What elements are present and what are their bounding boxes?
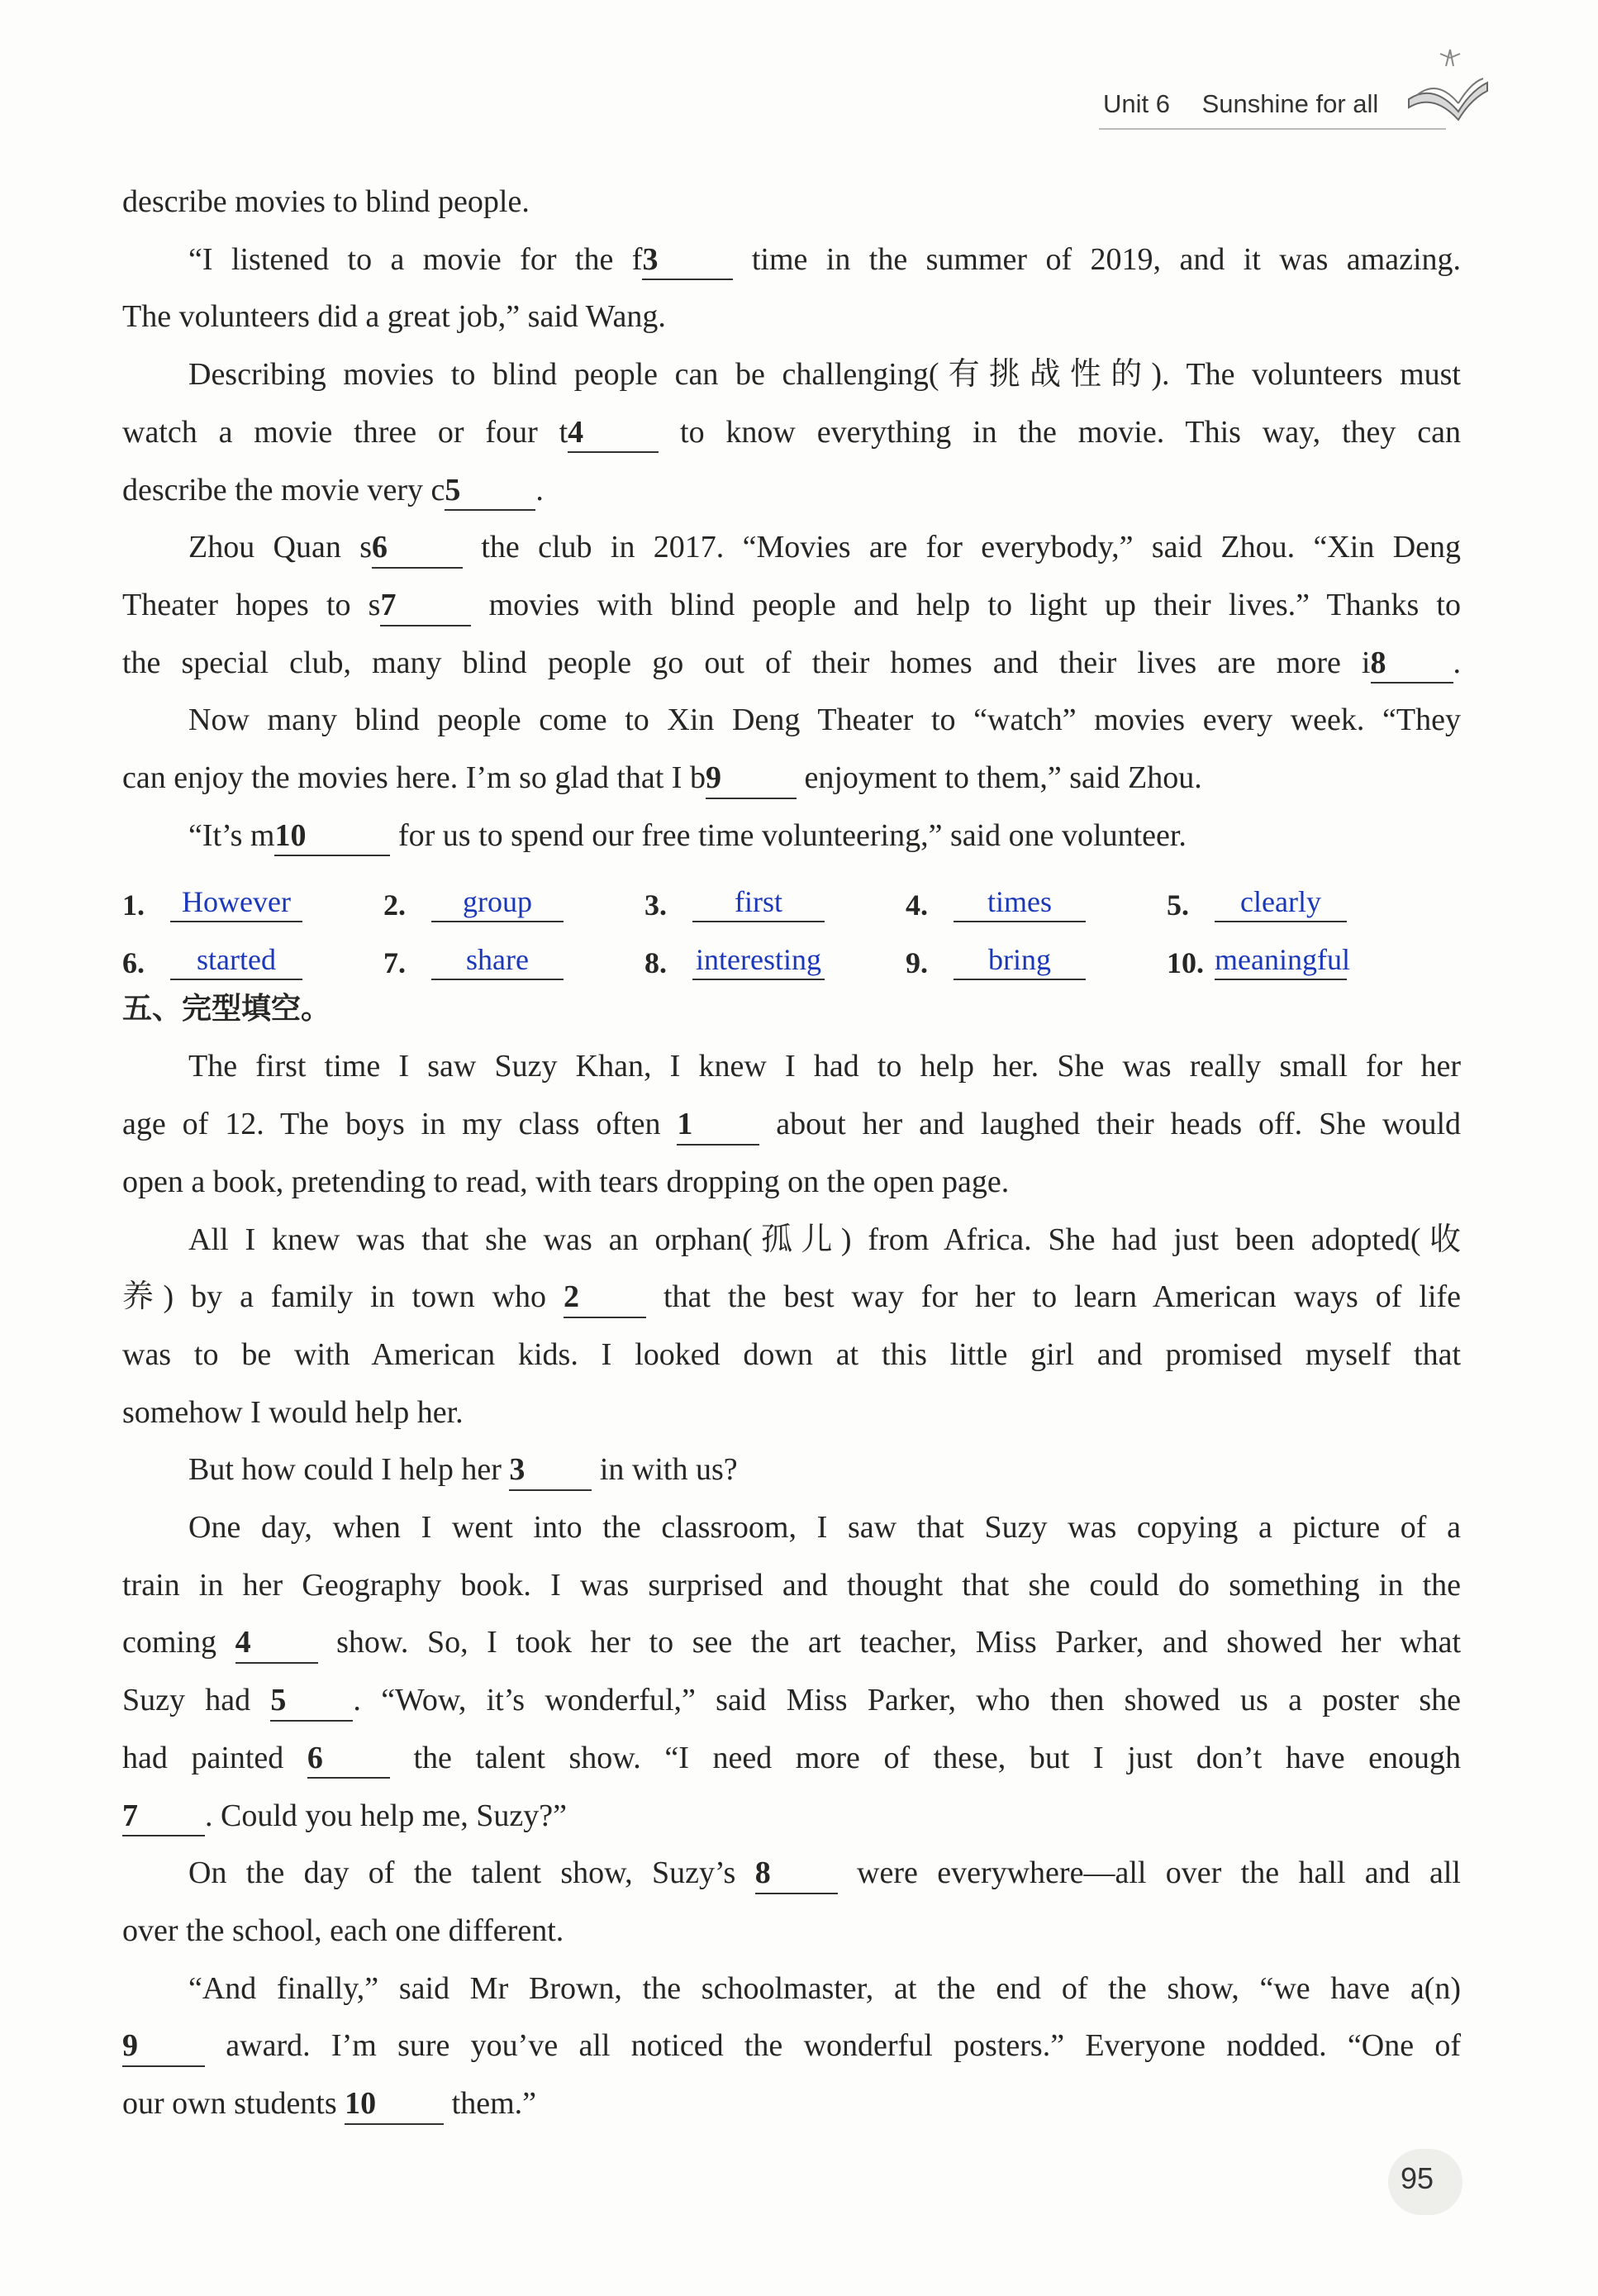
text-line: All I knew was that she was an orphan(孤儿) from Africa. She had just been adopted(收 [188,1222,1461,1257]
answer-item: 1. However [122,883,383,923]
text-line: 7 . Could you help me, Suzy?” [122,1788,1461,1846]
text-line: coming 4 show. So, I took her to see the art teacher, Miss Parker, and showed her what [122,1614,1461,1672]
blank-4[interactable]: 4 [235,1624,318,1664]
blank-10[interactable]: 10 [274,817,390,857]
answer-item: 2. group [383,883,644,923]
answer-item: 5. clearly [1167,883,1428,923]
answer-item: 3. first [644,883,906,923]
text-line: Theater hopes to s7 movies with blind people and help to light up their lives.” Thanks to [122,577,1461,635]
answer-item: 7. share [383,941,644,981]
answer-item: 8. interesting [644,941,906,981]
text-line: the special club, many blind people go out of their homes and their lives are more i8 . [122,635,1461,693]
blank-6[interactable]: 6 [307,1740,390,1779]
answer-item: 4. times [906,883,1167,923]
blank-9[interactable]: 9 [706,760,797,799]
blank-7[interactable]: 7 [122,1798,205,1837]
blank-8[interactable]: 8 [755,1855,838,1894]
answer-item: 6. started [122,941,383,981]
text-line: age of 12. The boys in my class often 1 about her and laughed their heads off. She would [122,1096,1461,1154]
answer-field[interactable]: bring [954,941,1086,981]
text-line: watch a movie three or four t4 to know everything in the movie. This way, they can [122,404,1461,462]
answer-field[interactable]: group [431,883,564,923]
blank-5[interactable]: 5 [270,1682,353,1722]
answer-field[interactable]: interesting [692,941,825,981]
open-book-icon [1401,33,1491,132]
text-line: One day, when I went into the classroom, I saw that Suzy was copying a picture of a [188,1510,1461,1546]
text-line: Now many blind people come to Xin Deng Theater to “watch” movies every week. “They [188,703,1461,738]
text-line: train in her Geography book. I was surprised and thought that she could do something in the [122,1567,1461,1603]
text-line: describe movies to blind people. [122,184,530,219]
answer-field[interactable]: times [954,883,1086,923]
text-line: 养) by a family in town who 2 that the best way for her to learn American ways of life [122,1269,1461,1327]
text-line: somehow I would help her. [122,1394,464,1430]
text-line: But how could I help her 3 in with us? [122,1441,1461,1499]
answer-field[interactable]: share [431,941,564,981]
answers-row-2 [122,922,1461,980]
text-line: Suzy had 5 . “Wow, it’s wonderful,” said Miss Parker, who then showed us a poster she [122,1672,1461,1730]
blank-6[interactable]: 6 [372,529,463,569]
text-line: “It’s m10 for us to spend our free time volunteering,” said one volunteer. [122,807,1461,865]
text-line: Describing movies to blind people can be challenging(有挑战性的). The volunteers must [188,357,1461,393]
answer-item: 10. meaningful [1167,941,1428,981]
text-line: can enjoy the movies here. I’m so glad that I b9 enjoyment to them,” said Zhou. [122,750,1461,807]
answers-row-1 [122,865,1461,922]
text-line: The volunteers did a great job,” said Wang. [122,299,666,335]
blank-5[interactable]: 5 [445,472,535,512]
answer-field[interactable]: first [692,883,825,923]
header-rule [1099,128,1446,130]
text-line: “And finally,” said Mr Brown, the schoolmaster, at the end of the show, “we have a(n) [188,1970,1461,2006]
unit-title: Sunshine for all [1201,89,1379,118]
text-line: open a book, pretending to read, with tears dropping on the open page. [122,1164,1010,1199]
text-line: “I listened to a movie for the f3 time in the summer of 2019, and it was amazing. [122,231,1461,289]
answer-field[interactable]: However [170,883,302,923]
text-line: our own students 10 them.” [122,2075,1461,2133]
blank-1[interactable]: 1 [677,1106,759,1146]
blank-3[interactable]: 3 [642,241,733,281]
text-line: had painted 6 the talent show. “I need more of these, but I just don’t have enough [122,1730,1461,1788]
section-title: 五、完型填空。 [122,992,331,1027]
blank-7[interactable]: 7 [380,587,471,626]
blank-2[interactable]: 2 [564,1279,646,1318]
unit-label: Unit 6 [1103,89,1170,118]
text-line: 9 award. I’m sure you’ve all noticed the wonderful posters.” Everyone nodded. “One of [122,2017,1461,2075]
text-line: On the day of the talent show, Suzy’s 8 were everywhere—all over the hall and all [122,1845,1461,1903]
blank-9[interactable]: 9 [122,2027,205,2067]
blank-3[interactable]: 3 [509,1451,592,1491]
blank-10[interactable]: 10 [345,2085,444,2125]
page-content [122,174,1461,2133]
page-number: 95 [1401,2161,1434,2195]
answer-field[interactable]: meaningful [1215,941,1347,981]
answer-item: 9. bring [906,941,1167,981]
text-line: was to be with American kids. I looked down at this little girl and promised myself that [122,1336,1461,1372]
page-header [1103,89,1378,119]
text-line: describe the movie very c5 . [122,462,1461,520]
answer-field[interactable]: clearly [1215,883,1347,923]
text-line: over the school, each one different. [122,1913,564,1948]
blank-8[interactable]: 8 [1371,645,1453,684]
text-line: The first time I saw Suzy Khan, I knew I had to help her. She was really small for her [188,1049,1461,1084]
text-line: Zhou Quan s6 the club in 2017. “Movies are for everybody,” said Zhou. “Xin Deng [122,519,1461,577]
answer-field[interactable]: started [170,941,302,981]
blank-4[interactable]: 4 [568,414,659,454]
